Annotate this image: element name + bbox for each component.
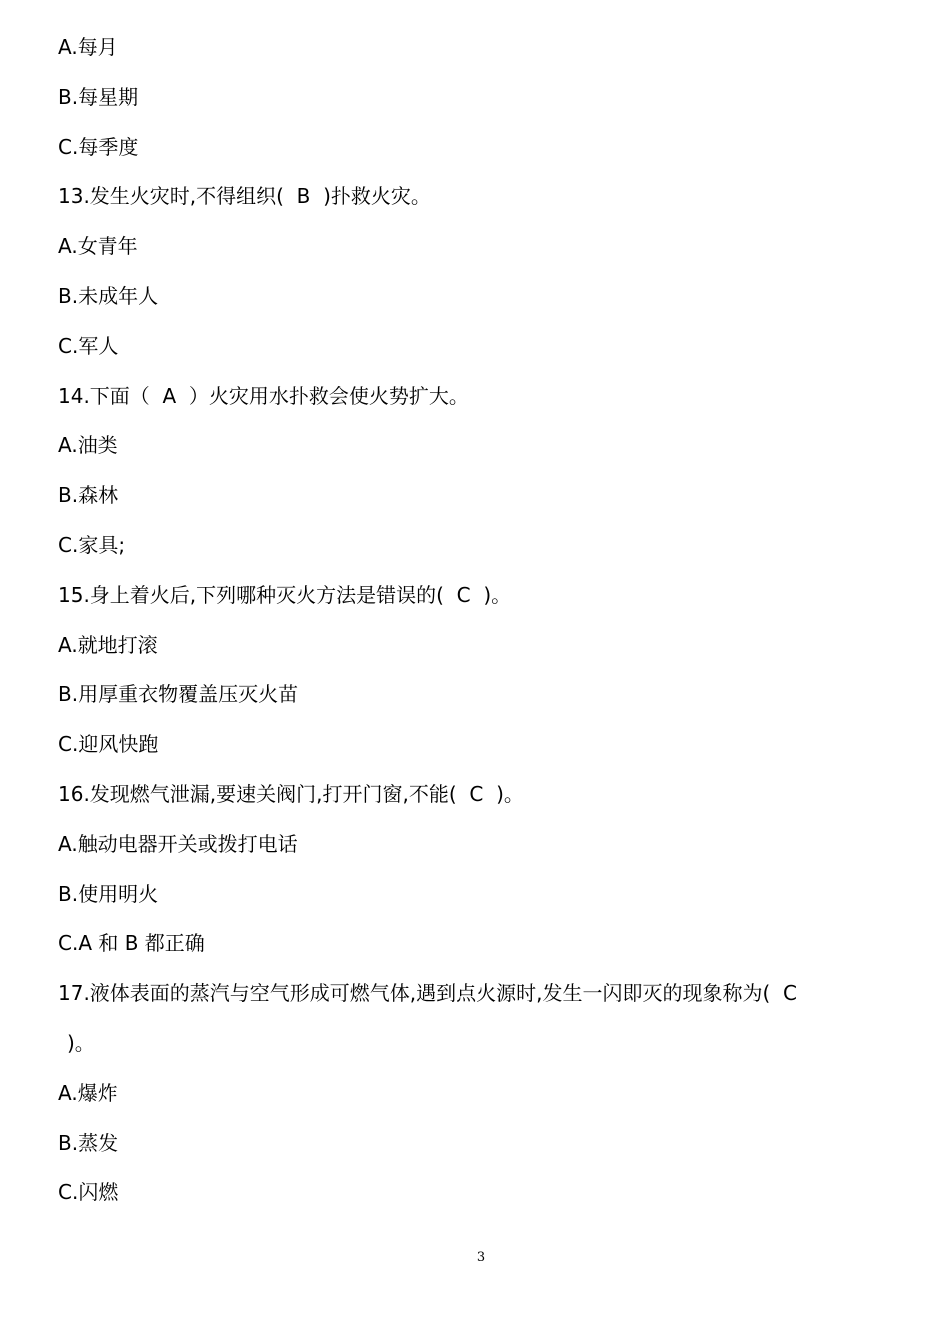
q16-option-c: C.A 和 B 都正确	[58, 931, 205, 956]
q13-option-a: A.女青年	[58, 234, 138, 259]
q14-option-b: B.森林	[58, 483, 119, 508]
question-13: 13.发生火灾时,不得组织( B )扑救火灾。	[58, 184, 431, 209]
q13-option-b: B.未成年人	[58, 283, 159, 308]
q14-option-c: C.家具;	[58, 532, 126, 557]
question-15: 15.身上着火后,下列哪种灭火方法是错误的( C )。	[58, 582, 512, 607]
document-body	[58, 23, 898, 1218]
question-14: 14.下面（ A ）火灾用水扑救会使火势扩大。	[58, 383, 469, 408]
question-17-continuation: )。	[67, 1030, 95, 1055]
option-a-monthly: A.每月	[58, 35, 118, 59]
q16-option-b: B.使用明火	[58, 881, 159, 906]
option-b-weekly: B.每星期	[58, 84, 139, 109]
q15-option-a: A.就地打滚	[58, 632, 158, 657]
q17-option-a: A.爆炸	[58, 1080, 118, 1105]
q14-option-a: A.油类	[58, 433, 118, 458]
q15-option-c: C.迎风快跑	[58, 732, 159, 757]
page-number: 3	[476, 1250, 486, 1265]
option-c-quarterly: C.每季度	[58, 134, 139, 159]
question-17: 17.液体表面的蒸汽与空气形成可燃气体,遇到点火源时,发生一闪即灭的现象称为( C	[58, 981, 798, 1006]
q17-option-c: C.闪燃	[58, 1180, 119, 1205]
question-16: 16.发现燃气泄漏,要速关阀门,打开门窗,不能( C )。	[58, 781, 524, 806]
q15-option-b: B.用厚重衣物覆盖压灭火苗	[58, 682, 299, 707]
q13-option-c: C.军人	[58, 333, 119, 358]
q16-option-a: A.触动电器开关或拨打电话	[58, 831, 298, 856]
q17-option-b: B.蒸发	[58, 1130, 119, 1155]
